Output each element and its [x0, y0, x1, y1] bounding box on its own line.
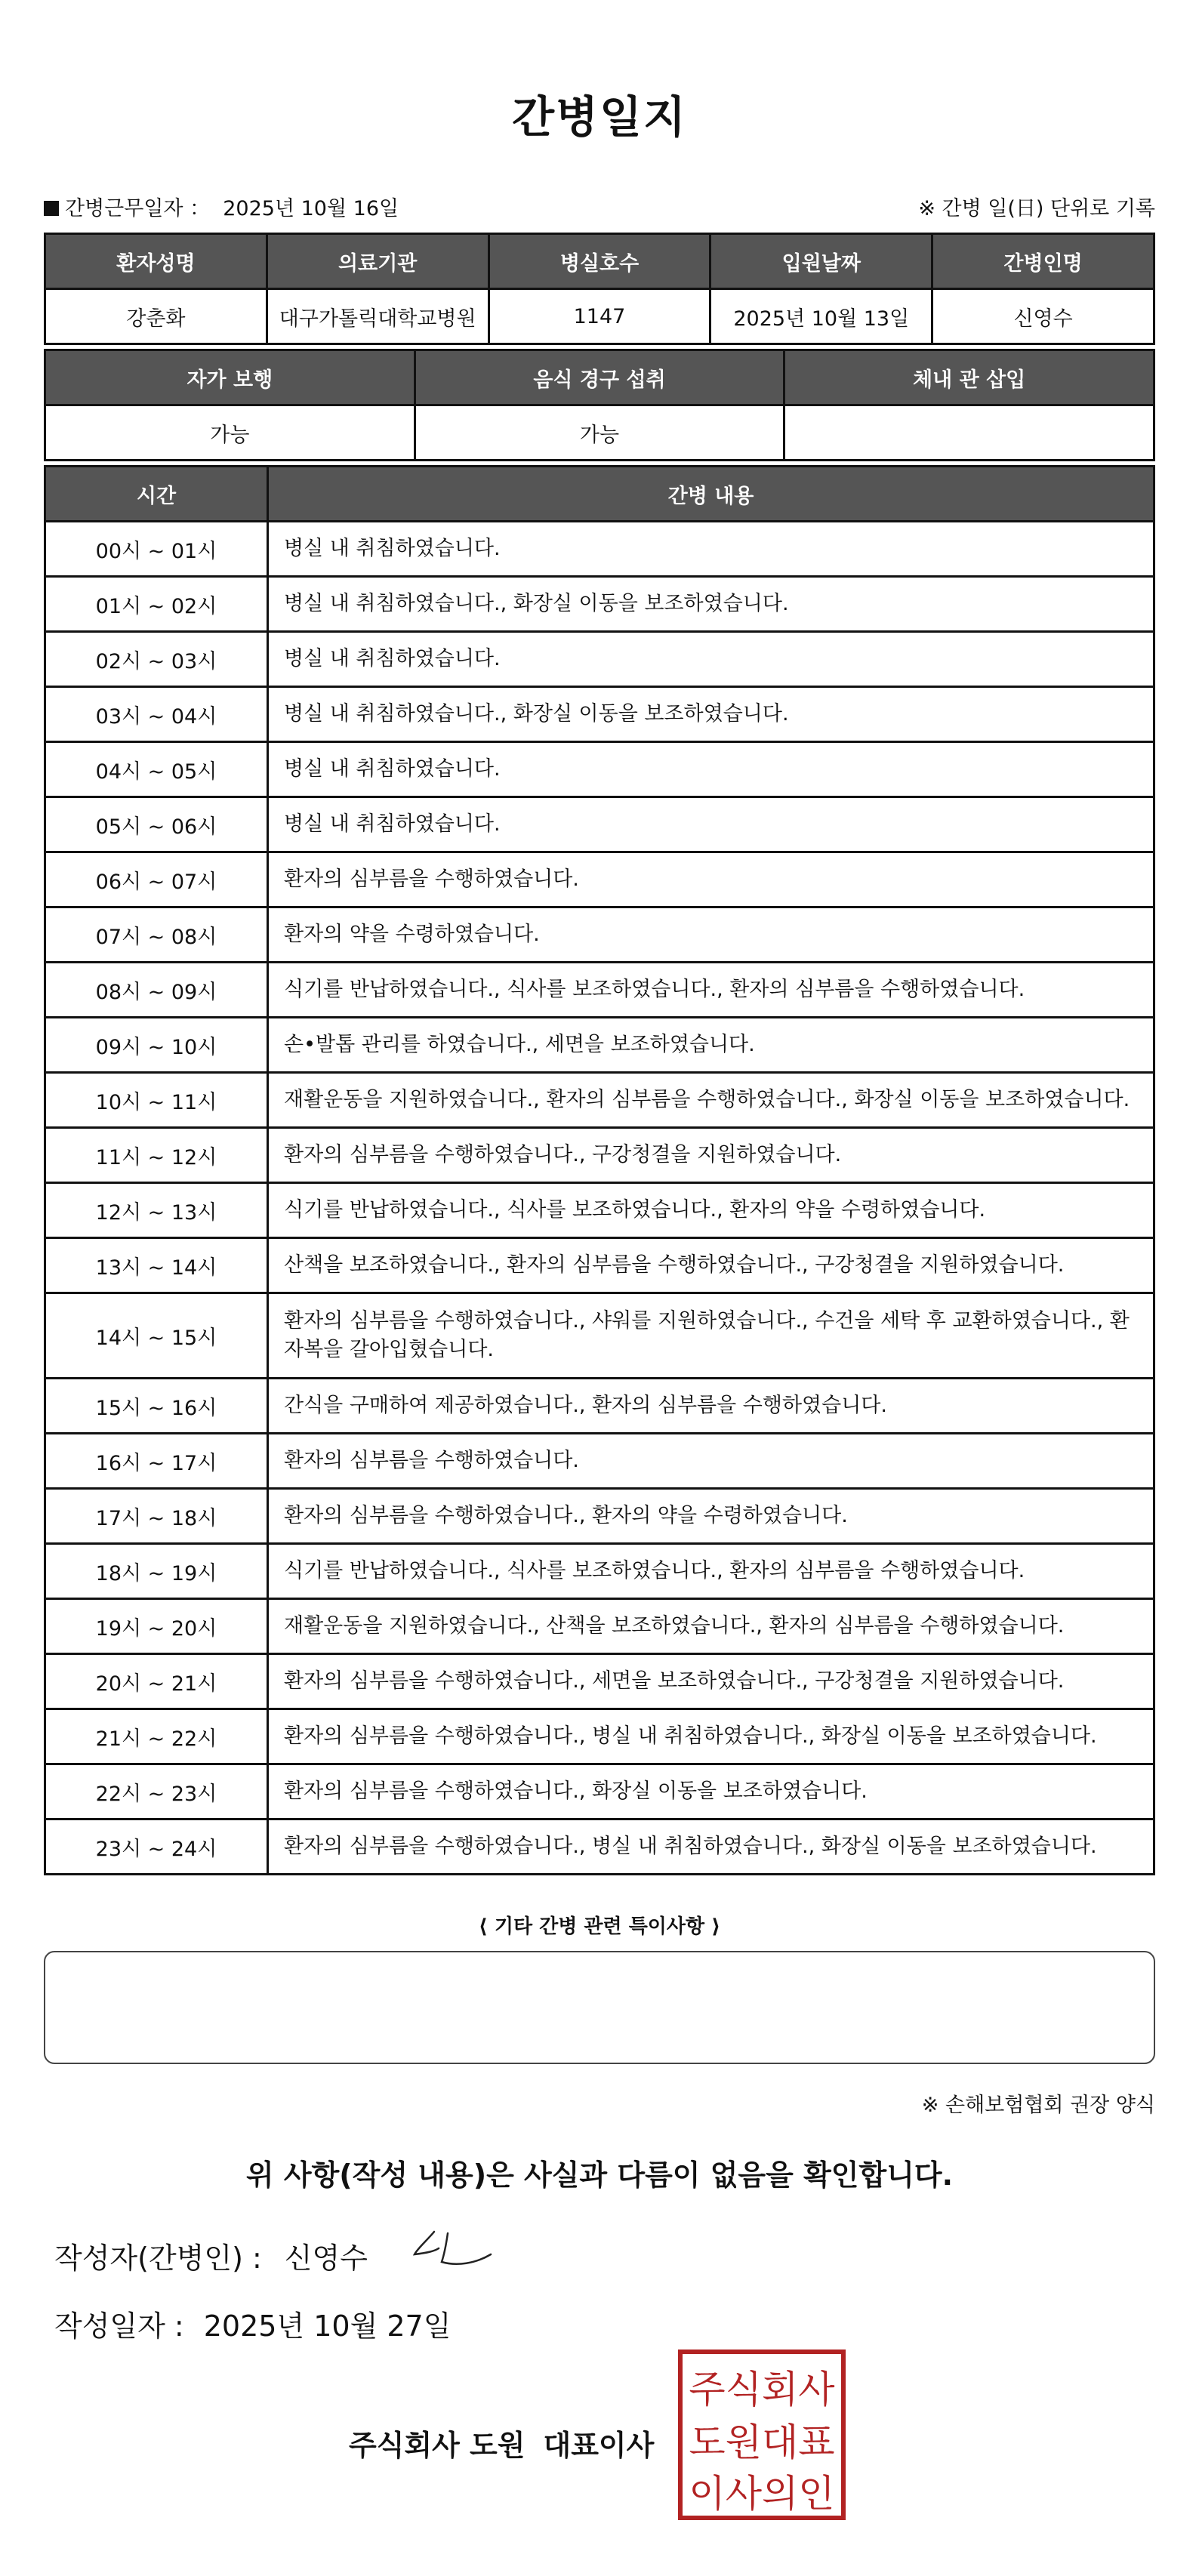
care-content: 환자의 심부름을 수행하였습니다., 환자의 약을 수령하였습니다.	[268, 1489, 1154, 1544]
table-row	[45, 1073, 1154, 1128]
work-date-label: 간병근무일자 ：	[65, 197, 211, 220]
written-date-value: 2025년 10월 27일	[203, 2309, 452, 2343]
care-content: 환자의 심부름을 수행하였습니다., 병실 내 취침하였습니다., 화장실 이동을 보조하였습니다.	[268, 1709, 1154, 1764]
table-row	[45, 742, 1154, 797]
care-content: 환자의 심부름을 수행하였습니다., 화장실 이동을 보조하였습니다.	[268, 1764, 1154, 1820]
table-row	[45, 797, 1154, 852]
care-content: 식기를 반납하였습니다., 식사를 보조하였습니다., 환자의 심부름을 수행하였습니다.	[268, 963, 1154, 1018]
time-slot: 06시 ~ 07시	[45, 852, 268, 907]
care-content: 병실 내 취침하였습니다., 화장실 이동을 보조하였습니다.	[268, 687, 1154, 742]
time-slot: 10시 ~ 11시	[45, 1073, 268, 1128]
svg-text:이사의인: 이사의인	[689, 2472, 835, 2516]
col-oral-intake: 음식 경구 섭취	[415, 350, 784, 405]
time-slot: 11시 ~ 12시	[45, 1128, 268, 1183]
self-walking-value: 가능	[45, 405, 415, 461]
care-content: 환자의 심부름을 수행하였습니다., 구강청결을 지원하였습니다.	[268, 1128, 1154, 1183]
care-content: 식기를 반납하였습니다., 식사를 보조하였습니다., 환자의 약을 수령하였습니다.	[268, 1183, 1154, 1238]
table-row	[45, 1654, 1154, 1709]
col-caregiver: 간병인명	[932, 234, 1154, 289]
recommend-note: ※ 손해보험협회 권장 양식	[921, 2094, 1155, 2117]
care-log-table	[44, 465, 1155, 1875]
author-name: 신영수	[284, 2242, 368, 2275]
col-tube-insertion: 체내 관 삽입	[784, 350, 1154, 405]
table-row	[45, 907, 1154, 963]
svg-text:주식회사: 주식회사	[689, 2368, 835, 2411]
care-content: 재활운동을 지원하였습니다., 산책을 보조하였습니다., 환자의 심부름을 수행하였습니다.	[268, 1599, 1154, 1654]
table-row	[45, 1489, 1154, 1544]
confirmation-statement: 위 사항(작성 내용)은 사실과 다름이 없음을 확인합니다.	[245, 2158, 954, 2192]
care-content: 환자의 약을 수령하였습니다.	[268, 907, 1154, 963]
work-date	[44, 192, 399, 221]
col-care-content: 간병 내용	[268, 467, 1154, 522]
care-log-body	[45, 522, 1154, 1875]
company-seal	[678, 2350, 846, 2520]
table-row	[45, 632, 1154, 687]
patient-info-table	[44, 233, 1155, 345]
table-row	[45, 1544, 1154, 1599]
col-admission-date: 입원날짜	[710, 234, 932, 289]
care-content: 손•발톱 관리를 하였습니다., 세면을 보조하였습니다.	[268, 1018, 1154, 1073]
room-number: 1147	[489, 289, 710, 344]
written-date-line	[54, 2303, 451, 2344]
time-slot: 15시 ~ 16시	[45, 1379, 268, 1434]
hospital-name: 대구가톨릭대학교병원	[267, 289, 489, 344]
patient-name: 강춘화	[45, 289, 267, 344]
care-content: 산책을 보조하였습니다., 환자의 심부름을 수행하였습니다., 구강청결을 지원하였습니다.	[268, 1238, 1154, 1293]
care-content: 병실 내 취침하였습니다.	[268, 632, 1154, 687]
care-content: 병실 내 취침하였습니다.	[268, 522, 1154, 577]
special-notes-box	[44, 1951, 1155, 2064]
time-slot: 01시 ~ 02시	[45, 577, 268, 632]
table-row	[45, 1183, 1154, 1238]
table-row	[45, 852, 1154, 907]
care-content: 병실 내 취침하였습니다.	[268, 797, 1154, 852]
time-slot: 02시 ~ 03시	[45, 632, 268, 687]
table-row	[45, 1709, 1154, 1764]
care-content: 환자의 심부름을 수행하였습니다.	[268, 1434, 1154, 1489]
time-slot: 19시 ~ 20시	[45, 1599, 268, 1654]
table-row	[45, 1018, 1154, 1073]
handwritten-signature	[411, 2226, 495, 2271]
table-row	[45, 1434, 1154, 1489]
table-row	[45, 1820, 1154, 1875]
square-bullet-icon	[44, 201, 59, 216]
table-row	[45, 687, 1154, 742]
table-row	[45, 1599, 1154, 1654]
record-unit-note: ※ 간병 일(日) 단위로 기록	[918, 197, 1155, 220]
table-row	[45, 577, 1154, 632]
time-slot: 16시 ~ 17시	[45, 1434, 268, 1489]
col-hospital: 의료기관	[267, 234, 489, 289]
time-slot: 05시 ~ 06시	[45, 797, 268, 852]
time-slot: 18시 ~ 19시	[45, 1544, 268, 1599]
time-slot: 23시 ~ 24시	[45, 1820, 268, 1875]
care-content: 환자의 심부름을 수행하였습니다., 샤워를 지원하였습니다., 수건을 세탁 후 교환하였습니다., 환자복을 갈아입혔습니다.	[268, 1293, 1154, 1379]
table-row	[45, 1764, 1154, 1820]
table-row	[45, 1238, 1154, 1293]
company-name: 주식회사 도원	[349, 2429, 526, 2462]
care-content: 환자의 심부름을 수행하였습니다., 병실 내 취침하였습니다., 화장실 이동을 보조하였습니다.	[268, 1820, 1154, 1875]
care-content: 간식을 구매하여 제공하였습니다., 환자의 심부름을 수행하였습니다.	[268, 1379, 1154, 1434]
time-slot: 17시 ~ 18시	[45, 1489, 268, 1544]
special-notes-title: ⟨ 기타 간병 관련 특이사항 ⟩	[478, 1915, 721, 1938]
care-content: 병실 내 취침하였습니다., 화장실 이동을 보조하였습니다.	[268, 577, 1154, 632]
time-slot: 20시 ~ 21시	[45, 1654, 268, 1709]
table-row	[45, 1379, 1154, 1434]
care-content: 환자의 심부름을 수행하였습니다.	[268, 852, 1154, 907]
document-title: 간병일지	[511, 91, 688, 143]
company-line	[349, 2422, 654, 2464]
col-self-walking: 자가 보행	[45, 350, 415, 405]
time-slot: 09시 ~ 10시	[45, 1018, 268, 1073]
table-row	[45, 522, 1154, 577]
svg-text:도원대표: 도원대표	[689, 2420, 835, 2464]
time-slot: 13시 ~ 14시	[45, 1238, 268, 1293]
oral-intake-value: 가능	[415, 405, 784, 461]
col-time: 시간	[45, 467, 268, 522]
time-slot: 00시 ~ 01시	[45, 522, 268, 577]
table-row	[45, 1293, 1154, 1379]
care-content: 병실 내 취침하였습니다.	[268, 742, 1154, 797]
time-slot: 22시 ~ 23시	[45, 1764, 268, 1820]
time-slot: 08시 ~ 09시	[45, 963, 268, 1018]
table-row	[45, 1128, 1154, 1183]
col-patient-name: 환자성명	[45, 234, 267, 289]
tube-insertion-value	[784, 405, 1154, 461]
time-slot: 21시 ~ 22시	[45, 1709, 268, 1764]
author-line	[54, 2235, 368, 2276]
time-slot: 12시 ~ 13시	[45, 1183, 268, 1238]
author-label: 작성자(간병인) :	[54, 2242, 262, 2275]
work-date-value: 2025년 10월 16일	[223, 197, 399, 220]
company-title: 대표이사	[543, 2429, 655, 2462]
care-content: 재활운동을 지원하였습니다., 환자의 심부름을 수행하였습니다., 화장실 이동을 보조하였습니다.	[268, 1073, 1154, 1128]
patient-status-table	[44, 349, 1155, 461]
admission-date: 2025년 10월 13일	[710, 289, 932, 344]
caregiver-name: 신영수	[932, 289, 1154, 344]
time-slot: 04시 ~ 05시	[45, 742, 268, 797]
care-content: 환자의 심부름을 수행하였습니다., 세면을 보조하였습니다., 구강청결을 지원하였습니다.	[268, 1654, 1154, 1709]
col-room: 병실호수	[489, 234, 710, 289]
table-row	[45, 963, 1154, 1018]
care-content: 식기를 반납하였습니다., 식사를 보조하였습니다., 환자의 심부름을 수행하였습니다.	[268, 1544, 1154, 1599]
time-slot: 03시 ~ 04시	[45, 687, 268, 742]
time-slot: 14시 ~ 15시	[45, 1293, 268, 1379]
time-slot: 07시 ~ 08시	[45, 907, 268, 963]
written-date-label: 작성일자 :	[54, 2309, 184, 2343]
